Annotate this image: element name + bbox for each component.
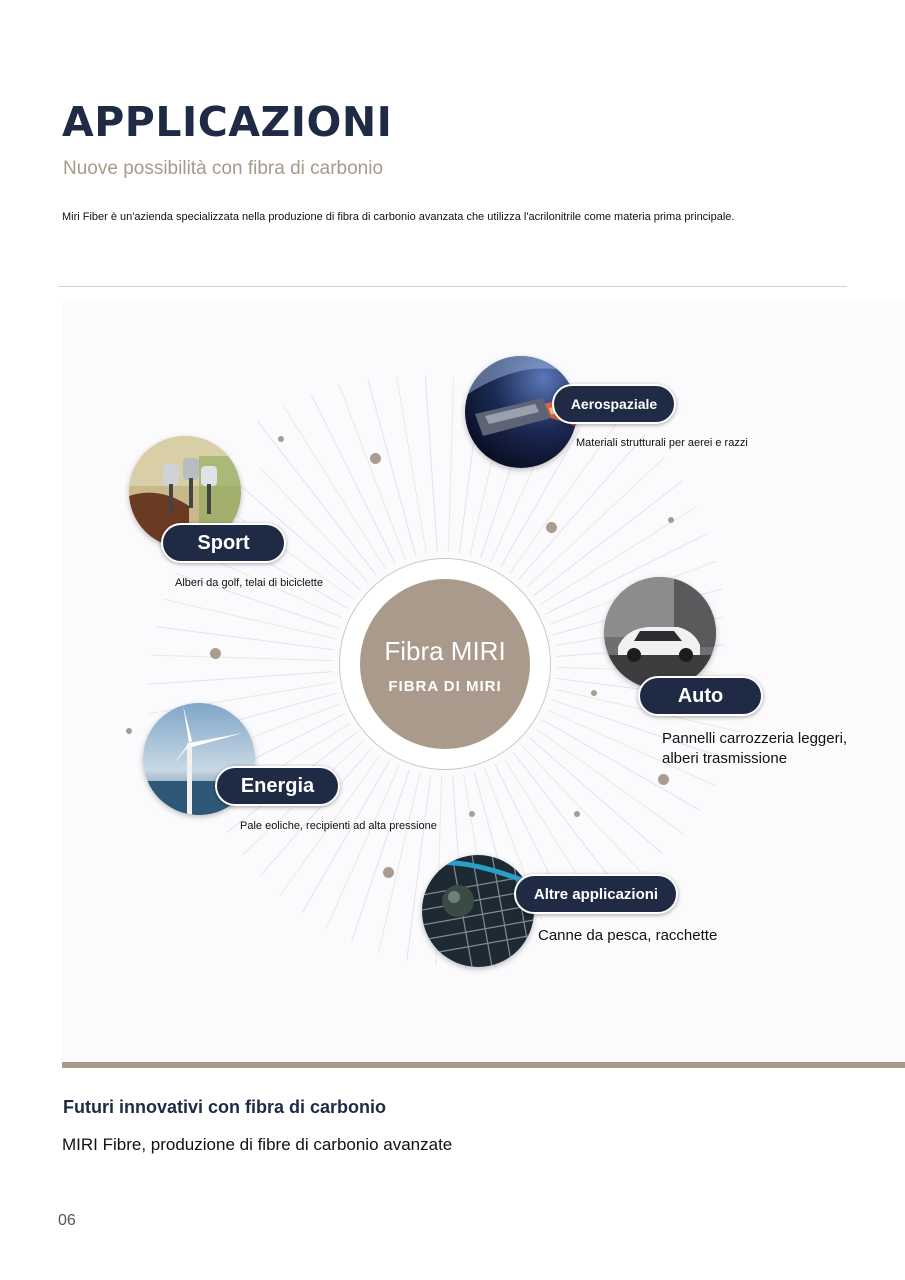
footer-title: Futuri innovativi con fibra di carbonio — [63, 1097, 387, 1117]
pill-label: Energia — [240, 774, 315, 797]
page-title: APPLICAZIONI — [62, 98, 393, 146]
hub-title: Fibra MIRI — [384, 636, 506, 666]
ray-line — [448, 378, 453, 552]
pill-label: Altre applicazioni — [533, 885, 659, 903]
ray-line — [151, 655, 333, 660]
desc-altre-applicazioni: Canne da pesca, racchette — [538, 927, 718, 944]
decor-dot — [278, 436, 284, 442]
footer-text: MIRI Fibre, produzione di fibre di carbonio avanzate — [62, 1135, 453, 1154]
ray-line — [149, 672, 334, 685]
decor-dot — [383, 867, 394, 878]
pill-altre-applicazioni — [514, 874, 678, 914]
pill-sport — [161, 523, 286, 563]
pill-label: Sport — [197, 531, 250, 554]
ray-line — [156, 627, 334, 650]
ray-line — [339, 385, 405, 559]
pill-auto — [638, 676, 763, 716]
pill-label: Auto — [677, 684, 724, 707]
decor-dot — [574, 811, 580, 817]
ray-line — [368, 379, 416, 556]
ray-line — [311, 394, 395, 563]
decor-dot — [126, 728, 132, 734]
ray-line — [522, 746, 641, 873]
decor-dot — [469, 811, 475, 817]
ray-line — [397, 376, 427, 554]
ray-line — [529, 738, 662, 854]
tennis-racket-photo — [422, 855, 534, 967]
pill-energia — [215, 766, 340, 806]
intro-text: Miri Fiber è un'azienda specializzata nella produzione di fibra di carbonio avanzata che utilizza l'acrilonitrile come materia prima principale. — [62, 211, 735, 223]
decor-dot — [210, 648, 221, 659]
ray-line — [425, 376, 437, 553]
ray-line — [513, 753, 617, 888]
page-subtitle: Nuove possibilità con fibra di carbonio — [63, 158, 384, 179]
page-number: 06 — [58, 1212, 76, 1229]
decor-dot — [591, 690, 597, 696]
car-photo — [604, 577, 716, 689]
pill-label: Aerospaziale — [570, 396, 658, 412]
ray-line — [284, 406, 386, 569]
decor-dot — [370, 453, 381, 464]
decor-dot — [546, 522, 557, 533]
hub-subtitle: FIBRA DI MIRI — [388, 678, 502, 695]
decor-dot — [658, 774, 669, 785]
desc-aerospaziale: Materiali strutturali per aerei e razzi — [576, 437, 748, 449]
desc-energia: Pale eoliche, recipienti ad alta pressione — [240, 820, 437, 832]
desc-sport: Alberi da golf, telai di biciclette — [175, 577, 323, 589]
decor-dot — [668, 517, 674, 523]
desc-auto: Pannelli carrozzeria leggeri, alberi trasmissione — [662, 730, 848, 767]
footer-divider — [62, 1062, 905, 1068]
pill-aerospaziale — [552, 384, 676, 424]
